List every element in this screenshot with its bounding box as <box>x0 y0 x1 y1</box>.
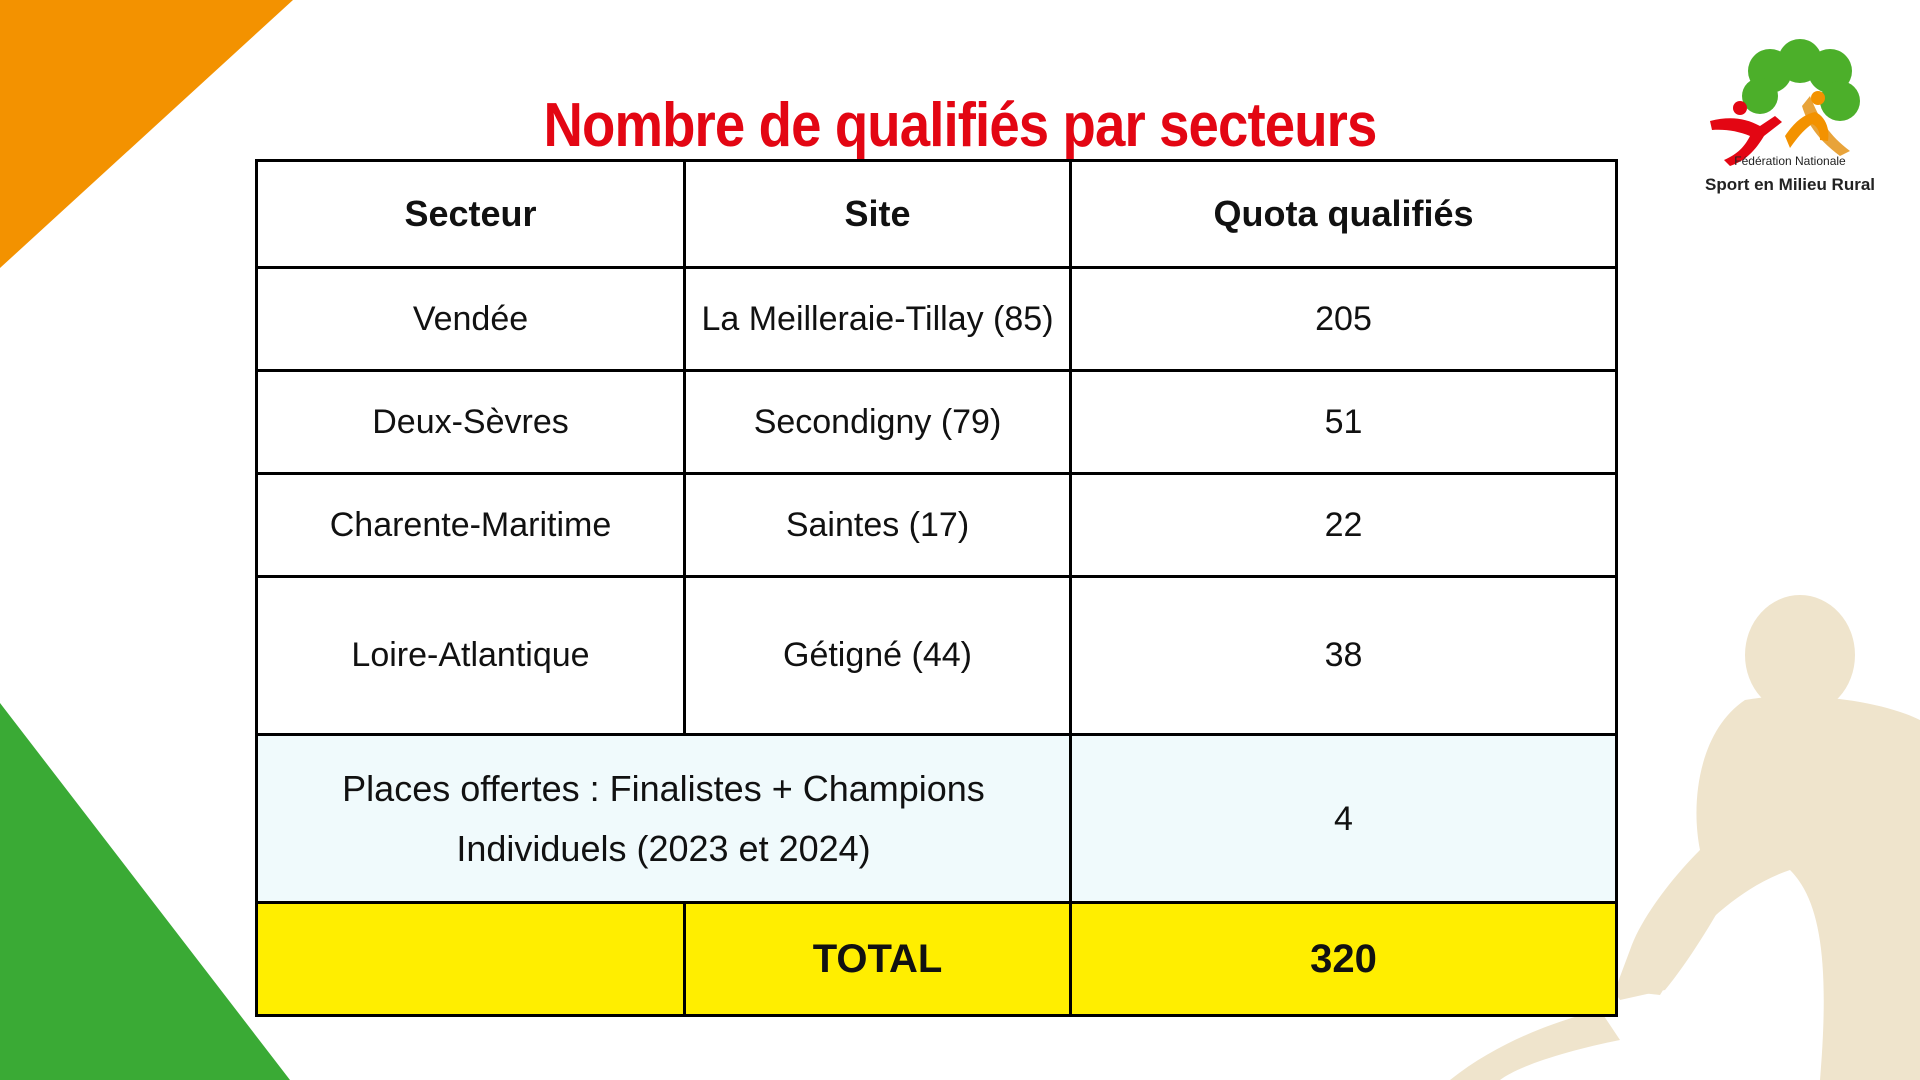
qualifies-table <box>255 159 1618 1017</box>
cell-site: Secondigny (79) <box>685 371 1071 474</box>
header-quota: Quota qualifiés <box>1071 161 1617 268</box>
places-offertes-label <box>257 735 1071 903</box>
cell-secteur: Vendée <box>257 268 685 371</box>
table-row <box>257 474 1617 577</box>
green-corner-triangle <box>0 703 290 1080</box>
page-title: Nombre de qualifiés par secteurs <box>543 90 1377 160</box>
cell-quota: 51 <box>1071 371 1617 474</box>
table-row <box>257 371 1617 474</box>
cell-quota: 38 <box>1071 577 1617 735</box>
cell-secteur: Charente-Maritime <box>257 474 685 577</box>
total-row <box>257 903 1617 1016</box>
places-offertes-row <box>257 735 1617 903</box>
cell-quota: 22 <box>1071 474 1617 577</box>
cell-site: Gétigné (44) <box>685 577 1071 735</box>
total-quota: 320 <box>1071 903 1617 1016</box>
table-row <box>257 577 1617 735</box>
cell-secteur: Loire-Atlantique <box>257 577 685 735</box>
places-label-line2: Individuels (2023 et 2024) <box>456 827 871 869</box>
logo-caption-federation: Fédération Nationale <box>1734 154 1846 168</box>
header-site: Site <box>685 161 1071 268</box>
places-offertes-quota: 4 <box>1071 735 1617 903</box>
cell-site: La Meilleraie-Tillay (85) <box>685 268 1071 371</box>
table-header-row <box>257 161 1617 268</box>
cell-quota: 205 <box>1071 268 1617 371</box>
total-empty-cell <box>257 903 685 1016</box>
cell-site: Saintes (17) <box>685 474 1071 577</box>
total-label: TOTAL <box>685 903 1071 1016</box>
header-secteur: Secteur <box>257 161 685 268</box>
table-row <box>257 268 1617 371</box>
cell-secteur: Deux-Sèvres <box>257 371 685 474</box>
logo-caption-sport-rural: Sport en Milieu Rural <box>1704 175 1876 194</box>
places-label-line1: Places offertes : Finalistes + Champions <box>342 767 985 809</box>
